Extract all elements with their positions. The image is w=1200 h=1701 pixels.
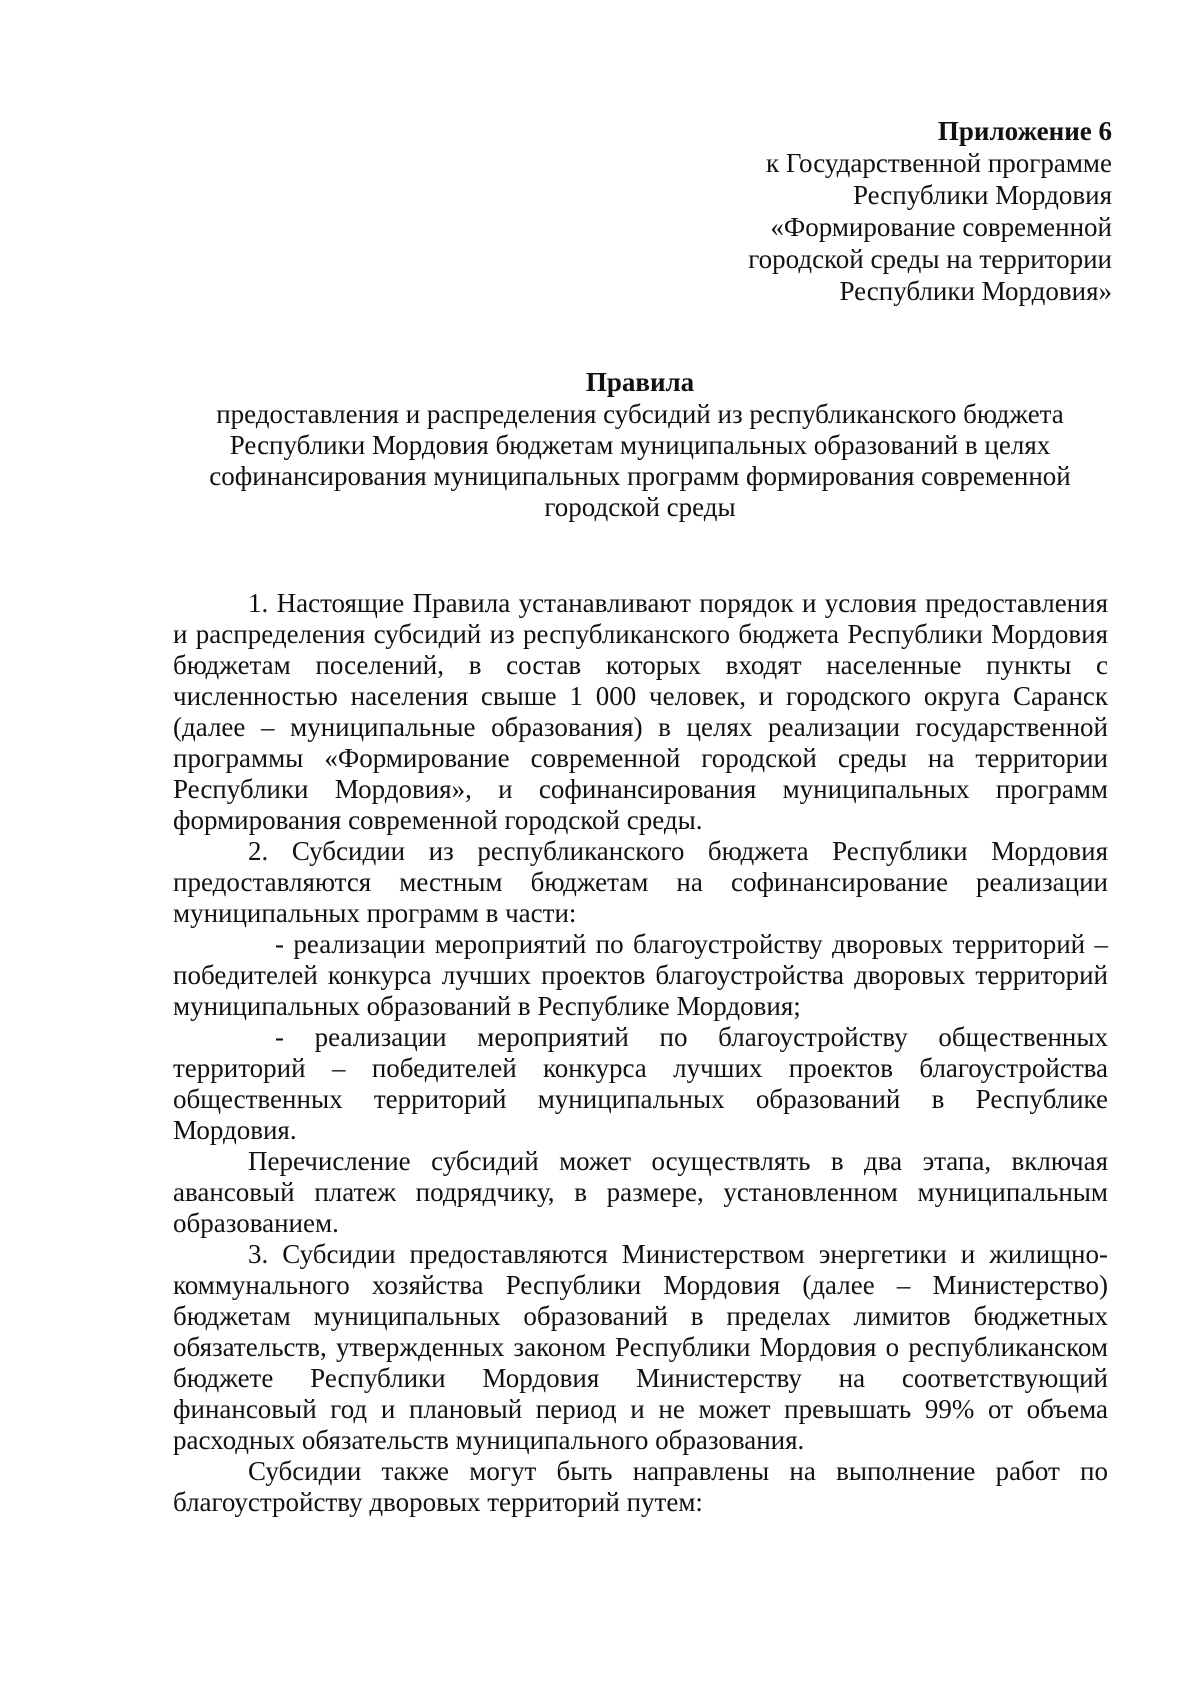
appendix-line: к Государственной программе xyxy=(765,148,1112,178)
paragraph-1: 1. Настоящие Правила устанавливают порядок и условия предоставления и распределения субсидий из республиканского бюджета Республики Мордовия бюджетам поселений, в состав которых входят населенные пункты с численностью населения свыше 1 000 человек, и городского округа Саранск (далее – муниципальные образования) в целях реализации государственной программы «Формирование современной городской среды на территории Республики Мордовия», и софинансирования муниципальных программ формирования современной городской среды. xyxy=(173,588,1108,835)
paragraph-3: 3. Субсидии предоставляются Министерством энергетики и жилищно-коммунального хозяйства Республики Мордовия (далее – Министерство) бюджетам муниципальных образований в пределах лимитов бюджетных обязательств, утвержденных законом Республики Мордовия о республиканском бюджете Республики Мордовия Министерству на соответствующий финансовый год и плановый период и не может превышать 99% от объема расходных обязательств муниципального образования. xyxy=(173,1239,1108,1455)
appendix-header xyxy=(552,115,1112,307)
appendix-line: «Формирование современной xyxy=(770,212,1112,242)
appendix-label: Приложение 6 xyxy=(937,116,1112,146)
document-body xyxy=(173,588,1108,1518)
paragraph-transfer: Перечисление субсидий может осуществлять в два этапа, включая авансовый платеж подрядчику, в размере, установленном муниципальным образованием. xyxy=(173,1146,1108,1238)
paragraph-2: 2. Субсидии из республиканского бюджета Республики Мордовия предоставляются местным бюджетам на софинансирование реализации муниципальных программ в части: xyxy=(173,836,1108,928)
appendix-line: Республики Мордовия xyxy=(852,180,1112,210)
document-subtitle: предоставления и распределения субсидий из республиканского бюджета Республики Мордовия бюджетам муниципальных образований в целях софинансирования муниципальных программ формирования современной городской среды xyxy=(209,399,1071,522)
paragraph-directions: Субсидии также могут быть направлены на выполнение работ по благоустройству дворовых территорий путем: xyxy=(173,1456,1108,1517)
bullet-item-yard: - реализации мероприятий по благоустройству дворовых территорий – победителей конкурса лучших проектов благоустройства дворовых территорий муниципальных образований в Республике Мордовия; xyxy=(173,929,1108,1021)
document-title: Правила xyxy=(585,367,695,397)
document-heading xyxy=(170,367,1110,523)
appendix-line: городской среды на территории xyxy=(748,244,1112,274)
appendix-line: Республики Мордовия» xyxy=(839,276,1112,306)
bullet-item-public: - реализации мероприятий по благоустройству общественных территорий – победителей конкурса лучших проектов благоустройства общественных территорий муниципальных образований в Республике Мордовия. xyxy=(173,1022,1108,1145)
